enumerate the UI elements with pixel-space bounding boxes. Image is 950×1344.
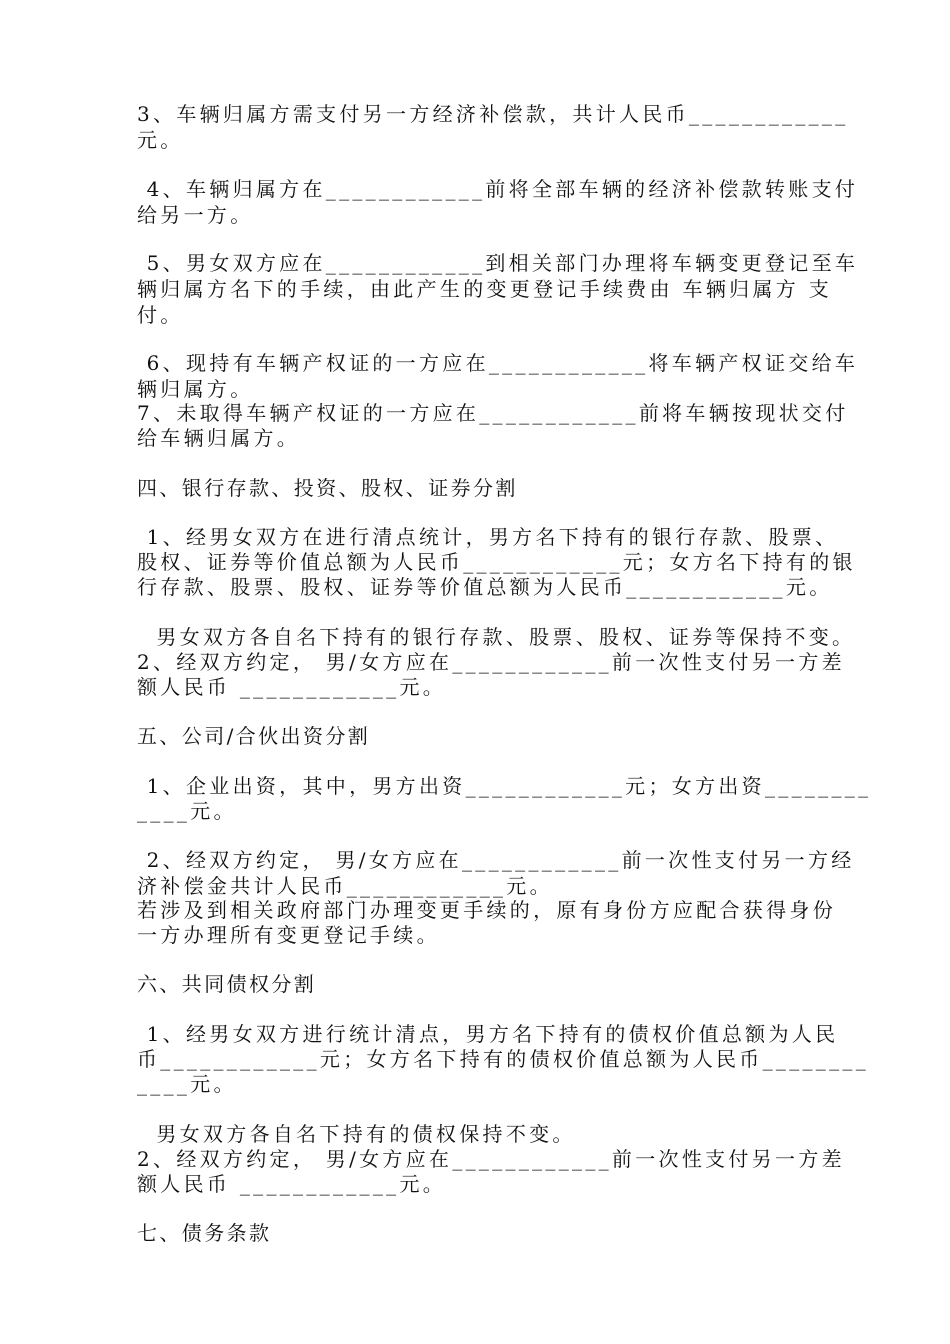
text-line: 币____________元；女方名下持有的债权价值总额为人民币________: [137, 1047, 869, 1071]
text-line: 一方办理所有变更登记手续。: [137, 923, 440, 947]
section-heading: 六、共同债权分割: [137, 972, 317, 996]
text-line: 2、经双方约定， 男/女方应在____________前一次性支付另一方差: [137, 1147, 845, 1171]
text-line: 辆归属方。: [137, 377, 254, 401]
text-line: 5、男女双方应在____________到相关部门办理将车辆变更登记至车: [137, 251, 859, 275]
text-line: 给车辆归属方。: [137, 426, 301, 450]
section-heading: 四、银行存款、投资、股权、证券分割: [137, 476, 518, 500]
text-line: 男女双方各自名下持有的债权保持不变。: [137, 1122, 576, 1146]
text-line: 元。: [137, 128, 184, 152]
text-line: 股权、证券等价值总额为人民币____________元；女方名下持有的银: [137, 550, 856, 574]
text-line: 付。: [137, 303, 184, 327]
text-line: 辆归属方名下的手续，由此产生的变更登记手续费由 车辆归属方 支: [137, 277, 833, 301]
text-line: 4、车辆归属方在____________前将全部车辆的经济补偿款转账支付: [137, 177, 859, 201]
text-line: 额人民币 ____________元。: [137, 675, 447, 699]
text-line: 6、现持有车辆产权证的一方应在____________将车辆产权证交给车: [137, 351, 859, 375]
text-line: 2、经双方约定， 男/女方应在____________前一次性支付另一方差: [137, 650, 845, 674]
text-line: 1、经男女双方在进行清点统计，男方名下持有的银行存款、股票、: [137, 525, 839, 549]
text-line: 若涉及到相关政府部门办理变更手续的，原有身份方应配合获得身份: [137, 898, 836, 922]
text-line: 济补偿金共计人民币____________元。: [137, 874, 553, 898]
text-line: 1、经男女双方进行统计清点，男方名下持有的债权价值总额为人民: [137, 1022, 839, 1046]
section-heading: 七、债务条款: [137, 1221, 272, 1245]
text-line: 1、企业出资，其中，男方出资____________元；女方出资________: [137, 774, 872, 798]
section-heading: 五、公司/合伙出资分割: [137, 724, 371, 748]
text-line: 男女双方各自名下持有的银行存款、股票、股权、证券等保持不变。: [137, 625, 856, 649]
text-line: 给另一方。: [137, 203, 254, 227]
text-line: 额人民币 ____________元。: [137, 1172, 447, 1196]
text-line: 2、经双方约定， 男/女方应在____________前一次性支付另一方经: [137, 848, 855, 872]
text-line: ____元。: [137, 1072, 237, 1096]
text-line: 3、车辆归属方需支付另一方经济补偿款，共计人民币____________: [137, 102, 849, 126]
text-line: 7、未取得车辆产权证的一方应在____________前将车辆按现状交付: [137, 401, 849, 425]
text-line: ____元。: [137, 799, 237, 823]
text-line: 行存款、股票、股权、证券等价值总额为人民币____________元。: [137, 575, 833, 599]
